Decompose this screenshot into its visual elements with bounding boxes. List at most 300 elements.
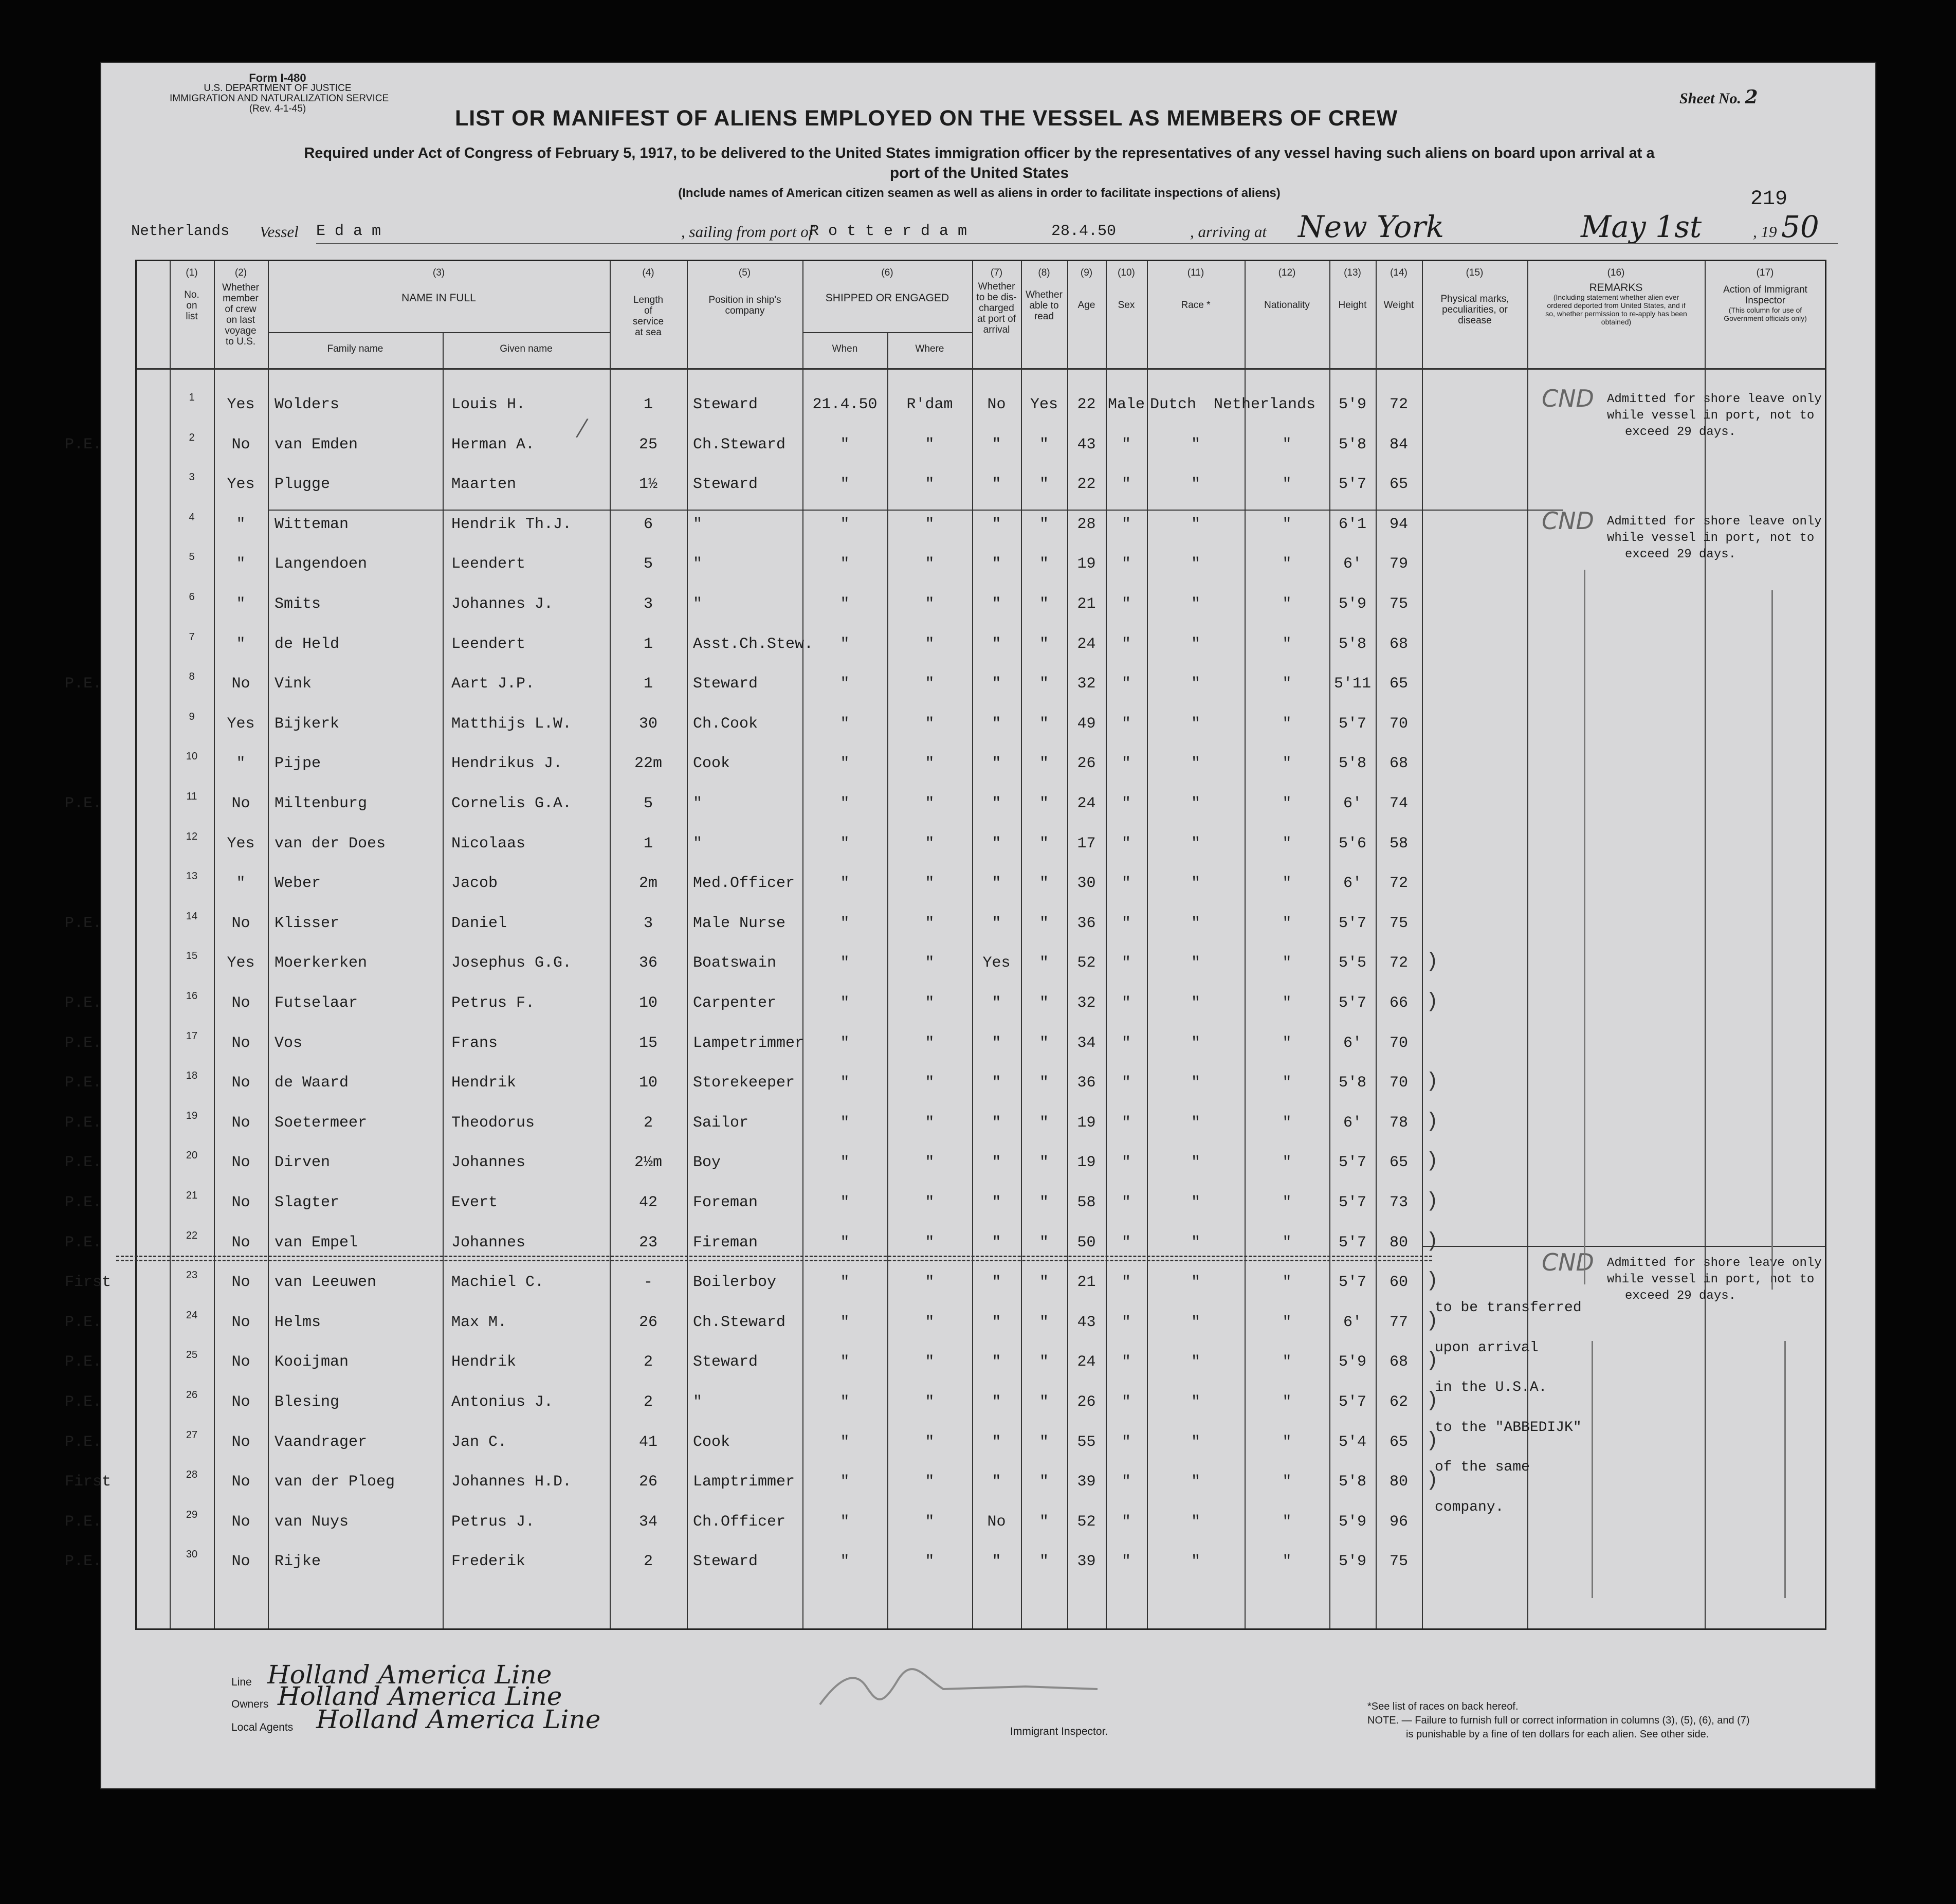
cell-last: No: [231, 1313, 250, 1331]
cell-read: ": [1039, 436, 1049, 454]
cell-position: Boatswain: [693, 954, 777, 972]
bracket-mark: ): [1426, 1150, 1439, 1173]
cell-service: 2: [643, 1114, 653, 1132]
cell-age: 36: [1077, 1074, 1096, 1092]
cell-weight: 79: [1389, 555, 1408, 573]
cell-race: ": [1191, 1234, 1200, 1252]
cell-disch: ": [992, 1553, 1001, 1571]
cell-nat: ": [1282, 595, 1292, 613]
cell-race: ": [1191, 1553, 1200, 1571]
cell-age: 26: [1077, 755, 1096, 773]
cell-nat: ": [1282, 954, 1292, 972]
check-mark: /: [574, 410, 590, 446]
table-row: [65, 1030, 1825, 1075]
cell-sex: ": [1121, 835, 1131, 853]
cell-read: ": [1039, 755, 1049, 773]
cell-no: 29: [186, 1509, 198, 1520]
cell-pre: P.E.: [65, 1553, 102, 1571]
cell-no: 9: [189, 711, 195, 722]
cell-nat: Netherlands: [1214, 396, 1316, 413]
bracket-mark: ): [1426, 1110, 1439, 1133]
cell-read: ": [1039, 1194, 1049, 1211]
cell-pre: P.E.: [65, 1154, 102, 1172]
cell-when: ": [840, 1393, 850, 1411]
table-row: [137, 830, 1825, 875]
cell-weight: 72: [1389, 875, 1408, 893]
header-col-7-label: Whether to be dis-charged at port of arrival: [976, 281, 1017, 335]
cell-service: 22m: [634, 755, 662, 773]
signature-scribble: [810, 1666, 1118, 1712]
cell-position: Steward: [693, 1353, 758, 1371]
footer-line-label: Line: [231, 1676, 252, 1688]
cell-age: 52: [1077, 954, 1096, 972]
cell-disch: ": [992, 515, 1001, 533]
cell-read: ": [1039, 675, 1049, 693]
cell-where: ": [925, 476, 935, 494]
cell-position: Boilerboy: [693, 1274, 777, 1292]
cell-height: 5'8: [1338, 1074, 1366, 1092]
cell-when: ": [840, 914, 850, 932]
footer-owners-label: Owners: [231, 1698, 269, 1710]
cell-given: Frans: [451, 1034, 498, 1052]
cell-race: ": [1191, 436, 1200, 454]
table-row: [65, 910, 1825, 955]
cell-age: 39: [1077, 1473, 1096, 1491]
cell-height: 5'7: [1338, 1154, 1366, 1172]
cell-where: ": [925, 635, 935, 653]
cell-disch: No: [987, 396, 1006, 413]
row-17-strikethrough: [116, 1256, 1432, 1257]
cell-family: van Emden: [275, 436, 358, 454]
cell-read: ": [1039, 1513, 1049, 1531]
cell-no: 4: [189, 511, 195, 523]
cell-sex: ": [1121, 635, 1131, 653]
cell-age: 21: [1077, 1274, 1096, 1292]
cell-no: 5: [189, 551, 195, 563]
footer-note-2: NOTE. — Failure to furnish full or correct information in columns (3), (5), (6), and (7): [1367, 1715, 1750, 1726]
table-row: [137, 631, 1825, 676]
cell-position: Asst.Ch.Stew.: [693, 635, 814, 653]
cell-no: 3: [189, 472, 195, 483]
cell-sex: ": [1121, 436, 1131, 454]
cell-read: ": [1039, 1074, 1049, 1092]
cell-given: Jan C.: [451, 1433, 507, 1451]
cell-race: ": [1191, 795, 1200, 812]
header-col-15-num: (15): [1466, 267, 1484, 278]
page-title: LIST OR MANIFEST OF ALIENS EMPLOYED ON THE VESSEL AS MEMBERS OF CREW: [455, 106, 1398, 131]
cell-age: 21: [1077, 595, 1096, 613]
cell-sex: ": [1121, 795, 1131, 812]
cell-family: Miltenburg: [275, 795, 368, 812]
cell-service: 5: [643, 555, 653, 573]
header-col-11-label: Race *: [1181, 300, 1211, 311]
transfer-note-line: to the "ABBEDIJK": [1435, 1419, 1582, 1436]
cell-last: No: [231, 795, 250, 812]
header-col-16-num: (16): [1607, 267, 1625, 278]
cell-no: 7: [189, 631, 195, 643]
cell-position: ": [693, 555, 703, 573]
cell-nat: ": [1282, 635, 1292, 653]
cell-where: ": [925, 1114, 935, 1132]
cell-where: ": [925, 1074, 935, 1092]
cell-disch: ": [992, 835, 1001, 853]
header-col-6-num: (6): [881, 267, 893, 278]
cell-last: No: [231, 1114, 250, 1132]
cell-disch: ": [992, 1194, 1001, 1211]
cell-age: 24: [1077, 635, 1096, 653]
cell-pre: P.E.: [65, 795, 102, 812]
cell-nat: ": [1282, 1274, 1292, 1292]
cell-family: Wolders: [275, 396, 340, 413]
cell-weight: 68: [1389, 635, 1408, 653]
cell-service: 1: [643, 396, 653, 413]
cell-nat: ": [1282, 875, 1292, 893]
table-row: [137, 751, 1825, 795]
cell-when: ": [840, 795, 850, 812]
cell-service: 15: [638, 1034, 657, 1052]
header-col-8-num: (8): [1038, 267, 1050, 278]
cell-where: ": [925, 595, 935, 613]
cell-when: ": [840, 1353, 850, 1371]
cell-height: 6': [1343, 1313, 1362, 1331]
cell-last: ": [236, 755, 246, 773]
cell-service: 41: [638, 1433, 657, 1451]
cell-family: Kooijman: [275, 1353, 349, 1371]
cell-read: ": [1039, 835, 1049, 853]
cell-sex: ": [1121, 1234, 1131, 1252]
cell-given: Leendert: [451, 635, 526, 653]
bracket-mark: ): [1426, 1190, 1439, 1213]
cell-where: ": [925, 914, 935, 932]
cell-race: ": [1191, 1154, 1200, 1172]
table-row: [65, 1070, 1825, 1114]
header-where: Where: [915, 343, 944, 354]
vessel-label: Vessel: [260, 223, 299, 241]
sheet-number-value: 2: [1745, 86, 1758, 108]
pencil-line: [1592, 1341, 1593, 1598]
cell-disch: ": [992, 1234, 1001, 1252]
cell-read: ": [1039, 1313, 1049, 1331]
cell-pre: P.E.: [65, 1433, 102, 1451]
cell-family: Witteman: [275, 515, 349, 533]
cell-family: Rijke: [275, 1553, 321, 1571]
cell-position: Storekeeper: [693, 1074, 795, 1092]
departure-port: R o t t e r d a m: [810, 223, 967, 240]
cell-weight: 65: [1389, 1154, 1408, 1172]
cell-given: Johannes: [451, 1154, 526, 1172]
table-row: [137, 591, 1825, 636]
cell-given: Max M.: [451, 1313, 507, 1331]
cell-race: ": [1191, 675, 1200, 693]
cell-family: Klisser: [275, 914, 340, 932]
cell-sex: ": [1121, 1313, 1131, 1331]
header-col-1-num: (1): [186, 267, 198, 278]
remark-line: Admitted for shore leave only: [1607, 392, 1822, 406]
header-col-17-sub: (This column for use of Government officials only): [1724, 306, 1807, 322]
header-col-14-num: (14): [1390, 267, 1407, 278]
cell-given: Johannes: [451, 1234, 526, 1252]
form-revision: (Rev. 4-1-45): [249, 103, 306, 114]
crew-manifest-table: [65, 260, 1826, 1630]
cell-when: ": [840, 436, 850, 454]
cell-no: 6: [189, 591, 195, 603]
cell-service: -: [643, 1274, 653, 1292]
cell-read: ": [1039, 595, 1049, 613]
cell-position: Steward: [693, 1553, 758, 1571]
cell-disch: ": [992, 994, 1001, 1012]
cell-race: ": [1191, 1074, 1200, 1092]
footer-line-value: Holland America Line: [267, 1660, 552, 1690]
cell-weight: 96: [1389, 1513, 1408, 1531]
cell-family: Vink: [275, 675, 312, 693]
pencil-line: [1771, 590, 1773, 1290]
table-row: [65, 1150, 1825, 1194]
cell-disch: ": [992, 436, 1001, 454]
cell-age: 43: [1077, 1313, 1096, 1331]
cell-nat: ": [1282, 1393, 1292, 1411]
cell-last: Yes: [227, 396, 255, 413]
cell-read: ": [1039, 1553, 1049, 1571]
cell-race: ": [1191, 914, 1200, 932]
cell-no: 2: [189, 431, 195, 443]
cell-given: Hendrik: [451, 1074, 517, 1092]
cell-position: Steward: [693, 396, 758, 413]
cell-where: ": [925, 1313, 935, 1331]
cell-service: 34: [638, 1513, 657, 1531]
cell-given: Nicolaas: [451, 835, 526, 853]
cell-sex: ": [1121, 1393, 1131, 1411]
header-col-10-label: Sex: [1118, 300, 1135, 311]
cell-no: 21: [186, 1190, 198, 1201]
cell-disch: ": [992, 555, 1001, 573]
cell-service: 23: [638, 1234, 657, 1252]
cell-age: 36: [1077, 914, 1096, 932]
cell-pre: P.E.: [65, 994, 102, 1012]
cell-height: 6': [1343, 555, 1362, 573]
cell-sex: ": [1121, 675, 1131, 693]
cell-disch: ": [992, 914, 1001, 932]
footer-agents-label: Local Agents: [231, 1721, 294, 1733]
cell-given: Hendrik Th.J.: [451, 515, 572, 533]
cell-height: 6': [1343, 1114, 1362, 1132]
cell-sex: ": [1121, 1034, 1131, 1052]
cell-height: 5'11: [1333, 675, 1371, 693]
cell-weight: 75: [1389, 914, 1408, 932]
cell-race: ": [1191, 1513, 1200, 1531]
remark-line: exceed 29 days.: [1625, 425, 1736, 439]
table-row: [65, 1469, 1825, 1513]
table-row: [65, 791, 1825, 835]
cell-last: ": [236, 595, 246, 613]
header-col-8-label: Whether able to read: [1026, 289, 1063, 322]
cell-disch: ": [992, 476, 1001, 494]
header-col-5-label: Position in ship's company: [708, 295, 781, 316]
header-family-name: Family name: [327, 343, 383, 354]
cell-position: Ch.Steward: [693, 1313, 786, 1331]
header-col-4-label: Length of service at sea: [632, 295, 664, 338]
cell-where: ": [925, 755, 935, 773]
cell-height: 5'9: [1338, 1353, 1366, 1371]
cell-nat: ": [1282, 1234, 1292, 1252]
cell-when: ": [840, 755, 850, 773]
form-service: IMMIGRATION AND NATURALIZATION SERVICE: [170, 93, 389, 104]
cell-when: ": [840, 1194, 850, 1211]
cell-read: ": [1039, 515, 1049, 533]
cell-nat: ": [1282, 476, 1292, 494]
cell-given: Aart J.P.: [451, 675, 535, 693]
cell-position: Fireman: [693, 1234, 758, 1252]
cell-last: No: [231, 1433, 250, 1451]
cell-family: Soetermeer: [275, 1114, 368, 1132]
cell-family: van Empel: [275, 1234, 358, 1252]
footer-agents-value: Holland America Line: [316, 1704, 601, 1734]
cell-family: de Waard: [275, 1074, 349, 1092]
cell-age: 24: [1077, 1353, 1096, 1371]
cell-age: 50: [1077, 1234, 1096, 1252]
cell-given: Hendrik: [451, 1353, 517, 1371]
cell-weight: 84: [1389, 436, 1408, 454]
cell-service: 2m: [638, 875, 657, 893]
cell-age: 26: [1077, 1393, 1096, 1411]
transfer-note-line: company.: [1435, 1499, 1504, 1515]
cell-race: ": [1191, 635, 1200, 653]
cell-weight: 66: [1389, 994, 1408, 1012]
cell-age: 58: [1077, 1194, 1096, 1211]
cell-given: Louis H.: [451, 396, 526, 413]
cell-service: 1: [643, 835, 653, 853]
cell-given: Petrus F.: [451, 994, 535, 1012]
cell-no: 10: [186, 751, 198, 763]
cell-sex: ": [1121, 1353, 1131, 1371]
transfer-note-line: in the U.S.A.: [1435, 1380, 1547, 1396]
cell-nat: ": [1282, 1313, 1292, 1331]
cell-when: ": [840, 875, 850, 893]
cell-service: 3: [643, 914, 653, 932]
row-rule: [1422, 1246, 1825, 1247]
cell-service: 42: [638, 1194, 657, 1211]
cell-sex: ": [1121, 755, 1131, 773]
cell-race: ": [1191, 1313, 1200, 1331]
cell-sex: ": [1121, 1433, 1131, 1451]
cell-given: Antonius J.: [451, 1393, 554, 1411]
arrival-year: 50: [1781, 209, 1819, 244]
cell-race: ": [1191, 1473, 1200, 1491]
cell-when: ": [840, 715, 850, 733]
cell-height: 5'8: [1338, 635, 1366, 653]
cell-height: 5'7: [1338, 914, 1366, 932]
cell-weight: 80: [1389, 1234, 1408, 1252]
cell-disch: ": [992, 1473, 1001, 1491]
cell-pre: P.E.: [65, 1074, 102, 1092]
cell-sex: ": [1121, 1074, 1131, 1092]
cell-position: Cook: [693, 1433, 730, 1451]
departure-date: 28.4.50: [1051, 223, 1117, 240]
cell-where: ": [925, 715, 935, 733]
cell-given: Johannes J.: [451, 595, 554, 613]
cell-age: 19: [1077, 1154, 1096, 1172]
cell-disch: ": [992, 1034, 1001, 1052]
cell-when: ": [840, 675, 850, 693]
cell-race: Dutch: [1150, 396, 1197, 413]
cell-last: No: [231, 1234, 250, 1252]
cell-read: ": [1039, 555, 1049, 573]
transfer-note-line: of the same: [1435, 1459, 1530, 1476]
table-row: [137, 950, 1825, 994]
cell-position: ": [693, 515, 703, 533]
bracket-mark: ): [1426, 1469, 1439, 1493]
cell-last: No: [231, 1473, 250, 1491]
table-row: [137, 711, 1825, 755]
cell-weight: 80: [1389, 1473, 1408, 1491]
cell-when: ": [840, 1274, 850, 1292]
cell-weight: 58: [1389, 835, 1408, 853]
cell-weight: 75: [1389, 595, 1408, 613]
cell-last: No: [231, 1353, 250, 1371]
cell-read: ": [1039, 914, 1049, 932]
bracket-mark: ): [1426, 1070, 1439, 1094]
cell-family: Blesing: [275, 1393, 340, 1411]
voyage-line: [131, 209, 1858, 255]
cell-service: 25: [638, 436, 657, 454]
cell-weight: 78: [1389, 1114, 1408, 1132]
cell-sex: ": [1121, 1553, 1131, 1571]
cell-read: ": [1039, 1393, 1049, 1411]
cell-pre: P.E.: [65, 1194, 102, 1211]
cell-height: 5'7: [1338, 476, 1366, 494]
cell-race: ": [1191, 835, 1200, 853]
cell-age: 49: [1077, 715, 1096, 733]
cell-age: 17: [1077, 835, 1096, 853]
remark-line: exceed 29 days.: [1625, 548, 1736, 561]
subtitle-line2: port of the United States: [889, 165, 1069, 182]
cell-weight: 60: [1389, 1274, 1408, 1292]
header-col-4-num: (4): [642, 267, 654, 278]
cell-disch: ": [992, 875, 1001, 893]
cell-when: ": [840, 1553, 850, 1571]
cell-last: ": [236, 555, 246, 573]
cell-when: ": [840, 515, 850, 533]
cell-where: ": [925, 1234, 935, 1252]
cell-height: 5'5: [1338, 954, 1366, 972]
header-col-3-num: (3): [432, 267, 445, 278]
cell-last: No: [231, 1274, 250, 1292]
bracket-mark: ): [1426, 1389, 1439, 1412]
cell-given: Josephus G.G.: [451, 954, 572, 972]
cell-position: ": [693, 595, 703, 613]
cell-race: ": [1191, 994, 1200, 1012]
arriving-label: , arriving at: [1190, 223, 1267, 241]
table-row: [65, 1309, 1825, 1354]
cell-last: Yes: [227, 835, 255, 853]
cell-sex: ": [1121, 515, 1131, 533]
cell-when: ": [840, 1234, 850, 1252]
remark-line: while vessel in port, not to: [1607, 531, 1815, 545]
cell-family: Futselaar: [275, 994, 358, 1012]
cell-read: ": [1039, 635, 1049, 653]
cell-service: 2½m: [634, 1154, 662, 1172]
cell-position: Sailor: [693, 1114, 749, 1132]
cell-disch: ": [992, 1154, 1001, 1172]
cell-no: 27: [186, 1429, 198, 1441]
header-col-2-num: (2): [234, 267, 247, 278]
cell-weight: 70: [1389, 1034, 1408, 1052]
cell-read: ": [1039, 1353, 1049, 1371]
cell-height: 6': [1343, 1034, 1362, 1052]
cell-height: 6'1: [1338, 515, 1366, 533]
transfer-note-line: upon arrival: [1435, 1339, 1539, 1356]
cell-last: Yes: [227, 954, 255, 972]
cell-when: 21.4.50: [812, 396, 878, 413]
